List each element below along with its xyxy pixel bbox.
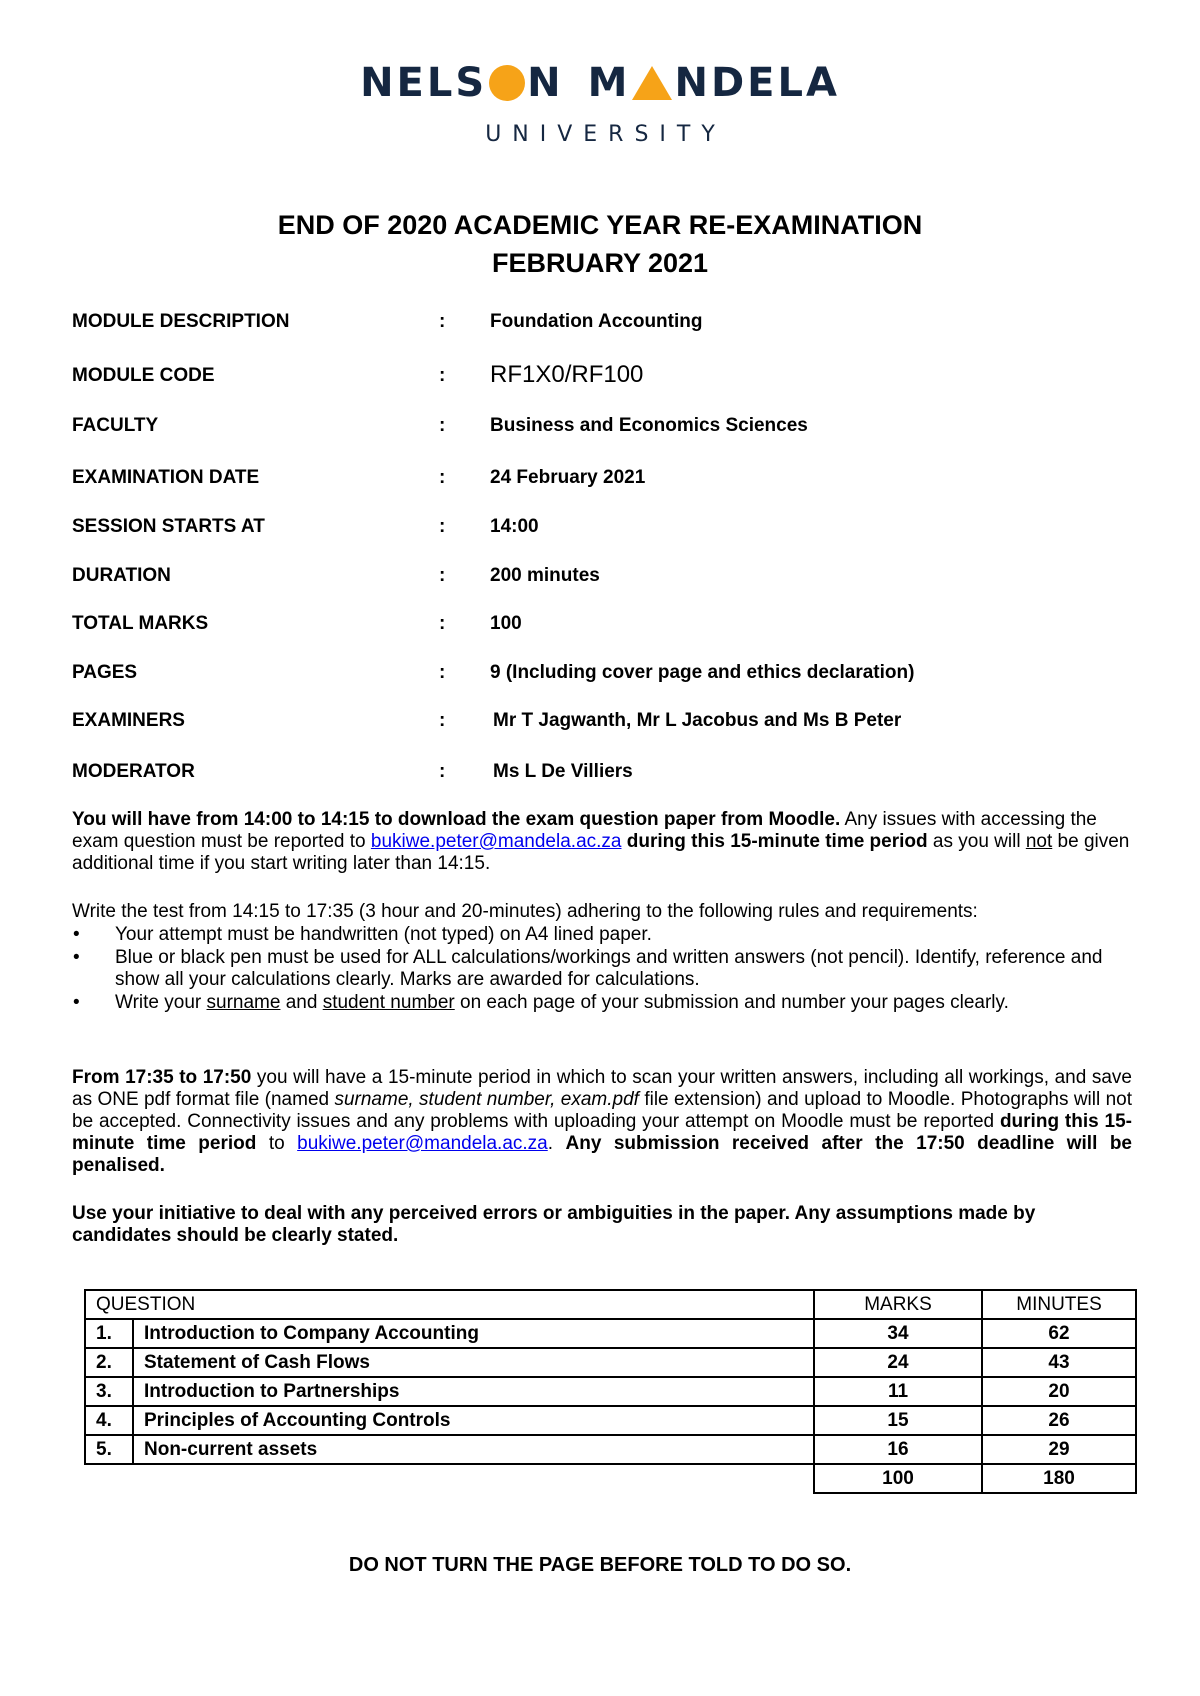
para1-text: Any issues with accessing the exam question must be reported to (72, 809, 1097, 852)
logo-text-nels: NELS (360, 60, 488, 106)
logo-sun-dot-icon (489, 65, 525, 101)
info-value: Mr T Jagwanth, Mr L Jacobus and Ms B Peter (493, 710, 902, 731)
penalty-warning: Any submission received after the 17:50 deadline will be penalised. (72, 1133, 1132, 1176)
not-emphasis: not (1025, 831, 1053, 852)
question-number: 2. (85, 1348, 133, 1377)
info-value: Business and Economics Sciences (490, 415, 808, 436)
para1-text3: be given additional time if you start writing later than 14:15. (72, 831, 1130, 874)
info-value: 9 (Including cover page and ethics declaration) (490, 662, 915, 683)
info-row-duration (72, 565, 1132, 591)
info-label: PAGES (72, 662, 138, 683)
info-row-moderator (72, 761, 1132, 787)
header-marks: MARKS (814, 1290, 982, 1319)
question-marks: 24 (814, 1348, 982, 1377)
student-number-emphasis: student number (322, 992, 455, 1013)
info-row-pages (72, 662, 1132, 688)
table-row (85, 1435, 1136, 1464)
question-name: Non-current assets (133, 1435, 814, 1464)
question-name: Principles of Accounting Controls (133, 1406, 814, 1435)
university-logo (0, 60, 1200, 147)
para3-text4: . (547, 1133, 566, 1154)
info-row-total-marks (72, 613, 1132, 639)
download-window-text: You will have from 14:00 to 14:15 to download the exam question paper from Moodle. (72, 809, 841, 830)
rule-text: Your attempt must be handwritten (not typed) on A4 lined paper. (115, 924, 652, 945)
total-minutes: 180 (982, 1464, 1136, 1493)
info-row-session-starts (72, 516, 1132, 542)
footer-warning: DO NOT TURN THE PAGE BEFORE TOLD TO DO SO. (348, 1554, 852, 1576)
info-label: EXAMINATION DATE (72, 467, 260, 488)
info-label: TOTAL MARKS (72, 613, 209, 634)
question-marks: 15 (814, 1406, 982, 1435)
info-row-examiners (72, 710, 1132, 736)
list-item (72, 947, 1132, 991)
question-minutes: 43 (982, 1348, 1136, 1377)
question-number: 1. (85, 1319, 133, 1348)
para1-text2: as you will (927, 831, 1026, 852)
table-totals-row (85, 1464, 1136, 1493)
question-minutes: 26 (982, 1406, 1136, 1435)
info-separator: : (439, 710, 446, 731)
info-value: 100 (490, 613, 522, 634)
question-minutes: 62 (982, 1319, 1136, 1348)
info-label: MODULE DESCRIPTION (72, 311, 290, 332)
info-label: MODULE CODE (72, 365, 215, 386)
logo-wordmark (360, 60, 840, 106)
info-label: SESSION STARTS AT (72, 516, 265, 537)
email-link[interactable]: bukiwe.peter@mandela.ac.za (370, 831, 622, 852)
question-number: 4. (85, 1406, 133, 1435)
question-name: Introduction to Partnerships (133, 1377, 814, 1406)
para3-bold: during this 15-minute time period (72, 1111, 1132, 1154)
question-name: Statement of Cash Flows (133, 1348, 814, 1377)
upload-window-text: From 17:35 to 17:50 (72, 1067, 252, 1088)
info-separator: : (439, 516, 446, 537)
question-number: 3. (85, 1377, 133, 1406)
info-separator: : (439, 365, 446, 386)
info-row-module-code (72, 361, 1132, 391)
table-row (85, 1377, 1136, 1406)
info-separator: : (439, 761, 446, 782)
writing-rules-intro: Write the test from 14:15 to 17:35 (3 hour and 20-minutes) adhering to the following rules and requirements: (72, 901, 978, 922)
question-marks: 16 (814, 1435, 982, 1464)
question-marks: 11 (814, 1377, 982, 1406)
info-row-examination-date (72, 467, 1132, 493)
info-value: RF1X0/RF100 (490, 361, 644, 388)
info-row-module-description (72, 311, 1132, 337)
info-row-faculty (72, 415, 1132, 441)
bullet-icon: • (73, 992, 80, 1013)
question-minutes: 29 (982, 1435, 1136, 1464)
exam-title: END OF 2020 ACADEMIC YEAR RE-EXAMINATION (277, 210, 923, 240)
list-item (72, 992, 1132, 1014)
para3-text3: to (256, 1133, 298, 1154)
info-separator: : (439, 613, 446, 634)
rule-text: Blue or black pen must be used for ALL calculations/workings and written answers (not pencil). Identify, reference and show all your calculations clearly. Marks are awarded for calculations. (115, 947, 1103, 990)
info-separator: : (439, 662, 446, 683)
logo-text-m: M (587, 60, 631, 106)
info-value: 24 February 2021 (490, 467, 646, 488)
table-row (85, 1406, 1136, 1435)
rule-text: Write your (115, 992, 207, 1013)
question-marks-table (84, 1289, 1137, 1494)
info-label: EXAMINERS (72, 710, 185, 731)
list-item (72, 924, 1132, 946)
rule-text: and (280, 992, 323, 1013)
bullet-icon: • (73, 924, 80, 945)
info-separator: : (439, 467, 446, 488)
info-label: MODERATOR (72, 761, 195, 782)
table-row (85, 1348, 1136, 1377)
header-question: QUESTION (85, 1290, 814, 1319)
info-label: FACULTY (72, 415, 159, 436)
question-name: Introduction to Company Accounting (133, 1319, 814, 1348)
info-value: Foundation Accounting (490, 311, 703, 332)
total-marks: 100 (814, 1464, 982, 1493)
logo-text-n: N (527, 60, 564, 106)
question-minutes: 20 (982, 1377, 1136, 1406)
upload-instructions (72, 1067, 1132, 1177)
info-separator: : (439, 311, 446, 332)
exam-subtitle: FEBRUARY 2021 (491, 248, 709, 278)
header-minutes: MINUTES (982, 1290, 1136, 1319)
assumptions-note: Use your initiative to deal with any perceived errors or ambiguities in the paper. Any assumptions made by candidates should be clearly stated. (72, 1203, 1036, 1246)
question-number: 5. (85, 1435, 133, 1464)
bullet-icon: • (73, 947, 80, 968)
email-link[interactable]: bukiwe.peter@mandela.ac.za (297, 1133, 548, 1154)
table-row (85, 1319, 1136, 1348)
surname-emphasis: surname (206, 992, 281, 1013)
logo-triangle-icon (632, 66, 672, 100)
info-separator: : (439, 565, 446, 586)
para3-text2: file extension) and upload to Moodle. Photographs will not be accepted. Connectivity issues and any problems with uploading your attempt on Moodle must be reported (72, 1089, 1133, 1132)
question-marks: 34 (814, 1319, 982, 1348)
filename-format: surname, student number, exam.pdf (334, 1089, 639, 1110)
table-header-row (85, 1290, 1136, 1319)
info-separator: : (439, 415, 446, 436)
download-instructions (72, 809, 1132, 875)
info-value: Ms L De Villiers (493, 761, 633, 782)
rule-text: on each page of your submission and number your pages clearly. (454, 992, 1009, 1013)
logo-text-ndela: NDELA (674, 60, 840, 106)
para3-text: you will have a 15-minute period in which to scan your written answers, including all workings, and save as ONE pdf format file (named (72, 1067, 1132, 1110)
rules-list (72, 924, 1132, 1015)
info-label: DURATION (72, 565, 171, 586)
info-value: 14:00 (490, 516, 539, 537)
logo-subtitle: UNIVERSITY (485, 122, 726, 147)
para1-bold: during this 15-minute time period (621, 831, 928, 852)
info-value: 200 minutes (490, 565, 600, 586)
